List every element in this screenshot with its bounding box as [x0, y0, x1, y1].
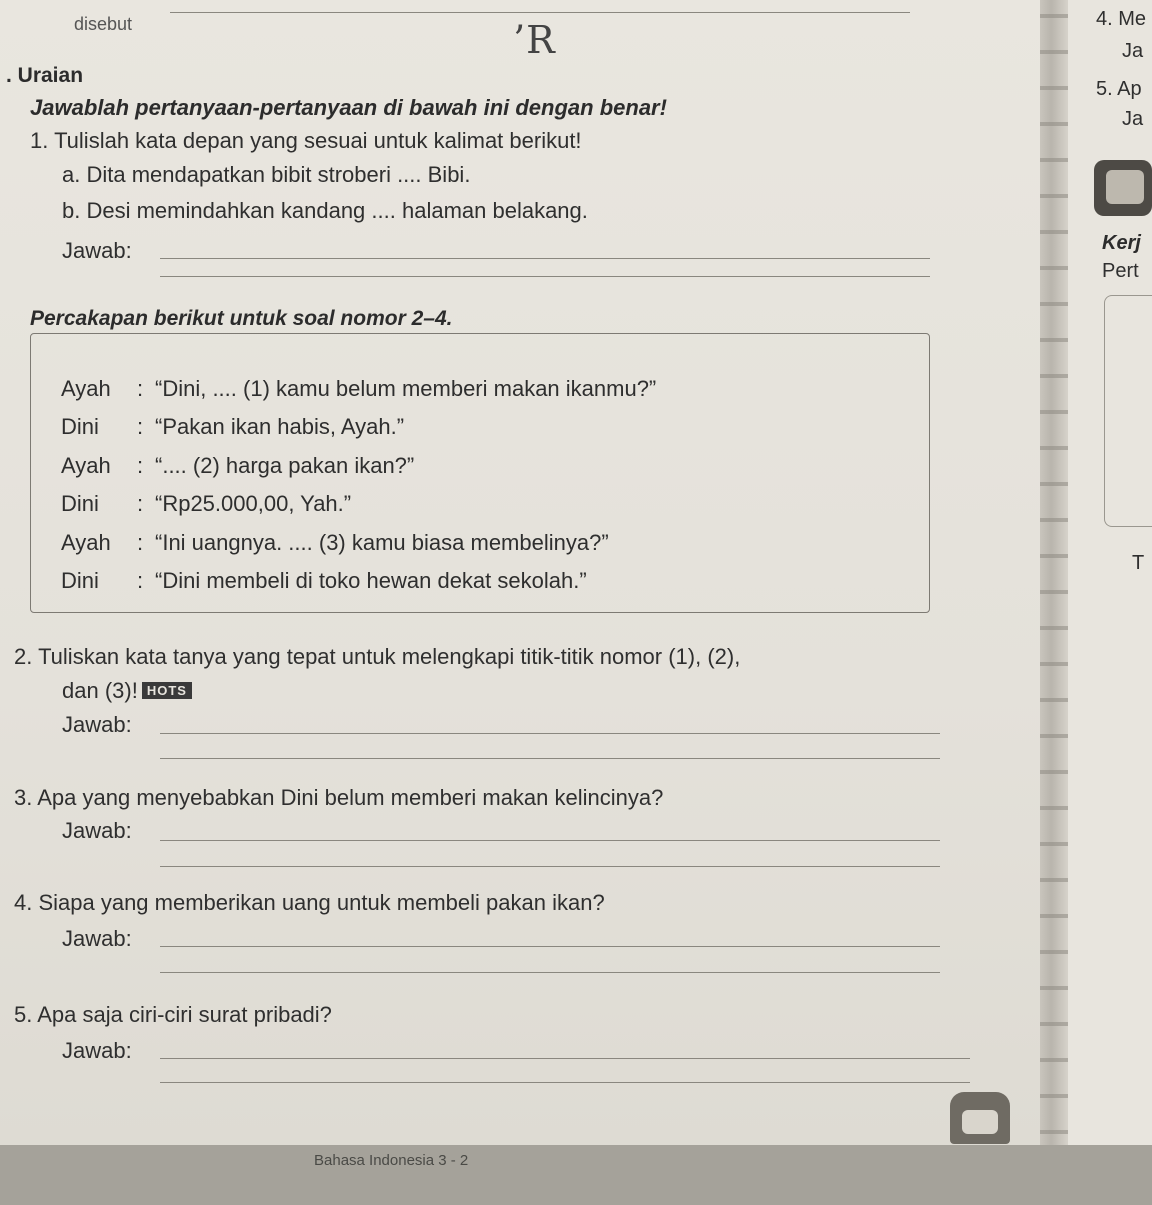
speaker: Ayah: [61, 530, 111, 555]
separator: :: [137, 530, 144, 555]
speaker: Ayah: [61, 453, 111, 478]
right-box: [1104, 295, 1152, 527]
right-item-4: 4. Me: [1096, 8, 1147, 30]
question-2: 2. Tuliskan kata tanya yang tepat untuk melengkapi titik-titik nomor (1), (2),: [14, 644, 741, 669]
question-1a: a. Dita mendapatkan bibit stroberi .... Bibi.: [62, 162, 471, 187]
section-instruction: Jawablah pertanyaan-pertanyaan di bawah ini dengan benar!: [30, 95, 667, 120]
mascot-face: [962, 1110, 998, 1134]
answer-line[interactable]: [160, 866, 940, 867]
dialogue-line: [61, 376, 656, 402]
top-fragment: disebut: [74, 14, 133, 34]
speaker: Dini: [61, 414, 99, 439]
hots-badge: HOTS: [142, 682, 192, 699]
right-kerj: Kerj: [1102, 232, 1141, 254]
speaker: Dini: [61, 568, 99, 593]
separator: :: [137, 491, 144, 516]
question-4: 4. Siapa yang memberikan uang untuk membeli pakan ikan?: [14, 890, 605, 915]
answer-line[interactable]: [160, 1058, 970, 1059]
answer-label-1: Jawab:: [62, 238, 132, 263]
answer-line[interactable]: [160, 972, 940, 973]
answer-line[interactable]: [160, 1082, 970, 1083]
spine-binding: [1040, 0, 1068, 1145]
dialogue-box: [30, 333, 930, 613]
utterance: “.... (2) harga pakan ikan?”: [155, 453, 415, 478]
utterance: “Dini, .... (1) kamu belum memberi makan ikanmu?”: [155, 376, 657, 401]
top-rule: [170, 12, 910, 13]
dialogue-line: [61, 568, 587, 594]
question-2-tail: dan (3)!: [62, 678, 138, 703]
right-ja-1: Ja: [1122, 40, 1144, 62]
answer-label-5: Jawab:: [62, 1038, 132, 1063]
separator: :: [137, 376, 144, 401]
answer-line[interactable]: [160, 946, 940, 947]
utterance: “Ini uangnya. .... (3) kamu biasa membelinya?”: [155, 530, 609, 555]
question-1b: b. Desi memindahkan kandang .... halaman belakang.: [62, 198, 588, 223]
question-1: 1. Tulislah kata depan yang sesuai untuk kalimat berikut!: [30, 128, 582, 153]
answer-line[interactable]: [160, 758, 940, 759]
sticker-inner: [1106, 170, 1144, 204]
dialogue-line: [61, 453, 414, 479]
answer-line[interactable]: [160, 840, 940, 841]
separator: :: [137, 568, 144, 593]
answer-line[interactable]: [160, 258, 930, 259]
question-3: 3. Apa yang menyebabkan Dini belum memberi makan kelincinya?: [14, 785, 664, 810]
book-spine: [1040, 0, 1068, 1145]
answer-label-2: Jawab:: [62, 712, 132, 737]
speaker: Ayah: [61, 376, 111, 401]
dialogue-line: [61, 491, 351, 517]
answer-line[interactable]: [160, 276, 930, 277]
right-pert: Pert: [1102, 260, 1139, 282]
question-5: 5. Apa saja ciri-ciri surat pribadi?: [14, 1002, 332, 1027]
speaker: Dini: [61, 491, 99, 516]
utterance: “Rp25.000,00, Yah.”: [155, 491, 352, 516]
utterance: “Pakan ikan habis, Ayah.”: [155, 414, 405, 439]
dialogue-line: [61, 530, 609, 556]
answer-label-3: Jawab:: [62, 818, 132, 843]
separator: :: [137, 453, 144, 478]
footer-band: [0, 1145, 1152, 1205]
right-t: T: [1132, 552, 1145, 574]
answer-label-4: Jawab:: [62, 926, 132, 951]
utterance: “Dini membeli di toko hewan dekat sekolah.”: [155, 568, 587, 593]
section-label: . Uraian: [6, 64, 84, 87]
dialogue-intro: Percakapan berikut untuk soal nomor 2–4.: [30, 307, 453, 330]
dialogue-line: [61, 414, 404, 440]
footer-text: Bahasa Indonesia 3 - 2: [314, 1152, 469, 1169]
answer-line[interactable]: [160, 733, 940, 734]
question-2-cont: [62, 678, 192, 704]
separator: :: [137, 414, 144, 439]
right-ja-2: Ja: [1122, 108, 1144, 130]
right-item-5: 5. Ap: [1096, 78, 1142, 100]
handwritten-mark: ʼR: [512, 18, 557, 62]
